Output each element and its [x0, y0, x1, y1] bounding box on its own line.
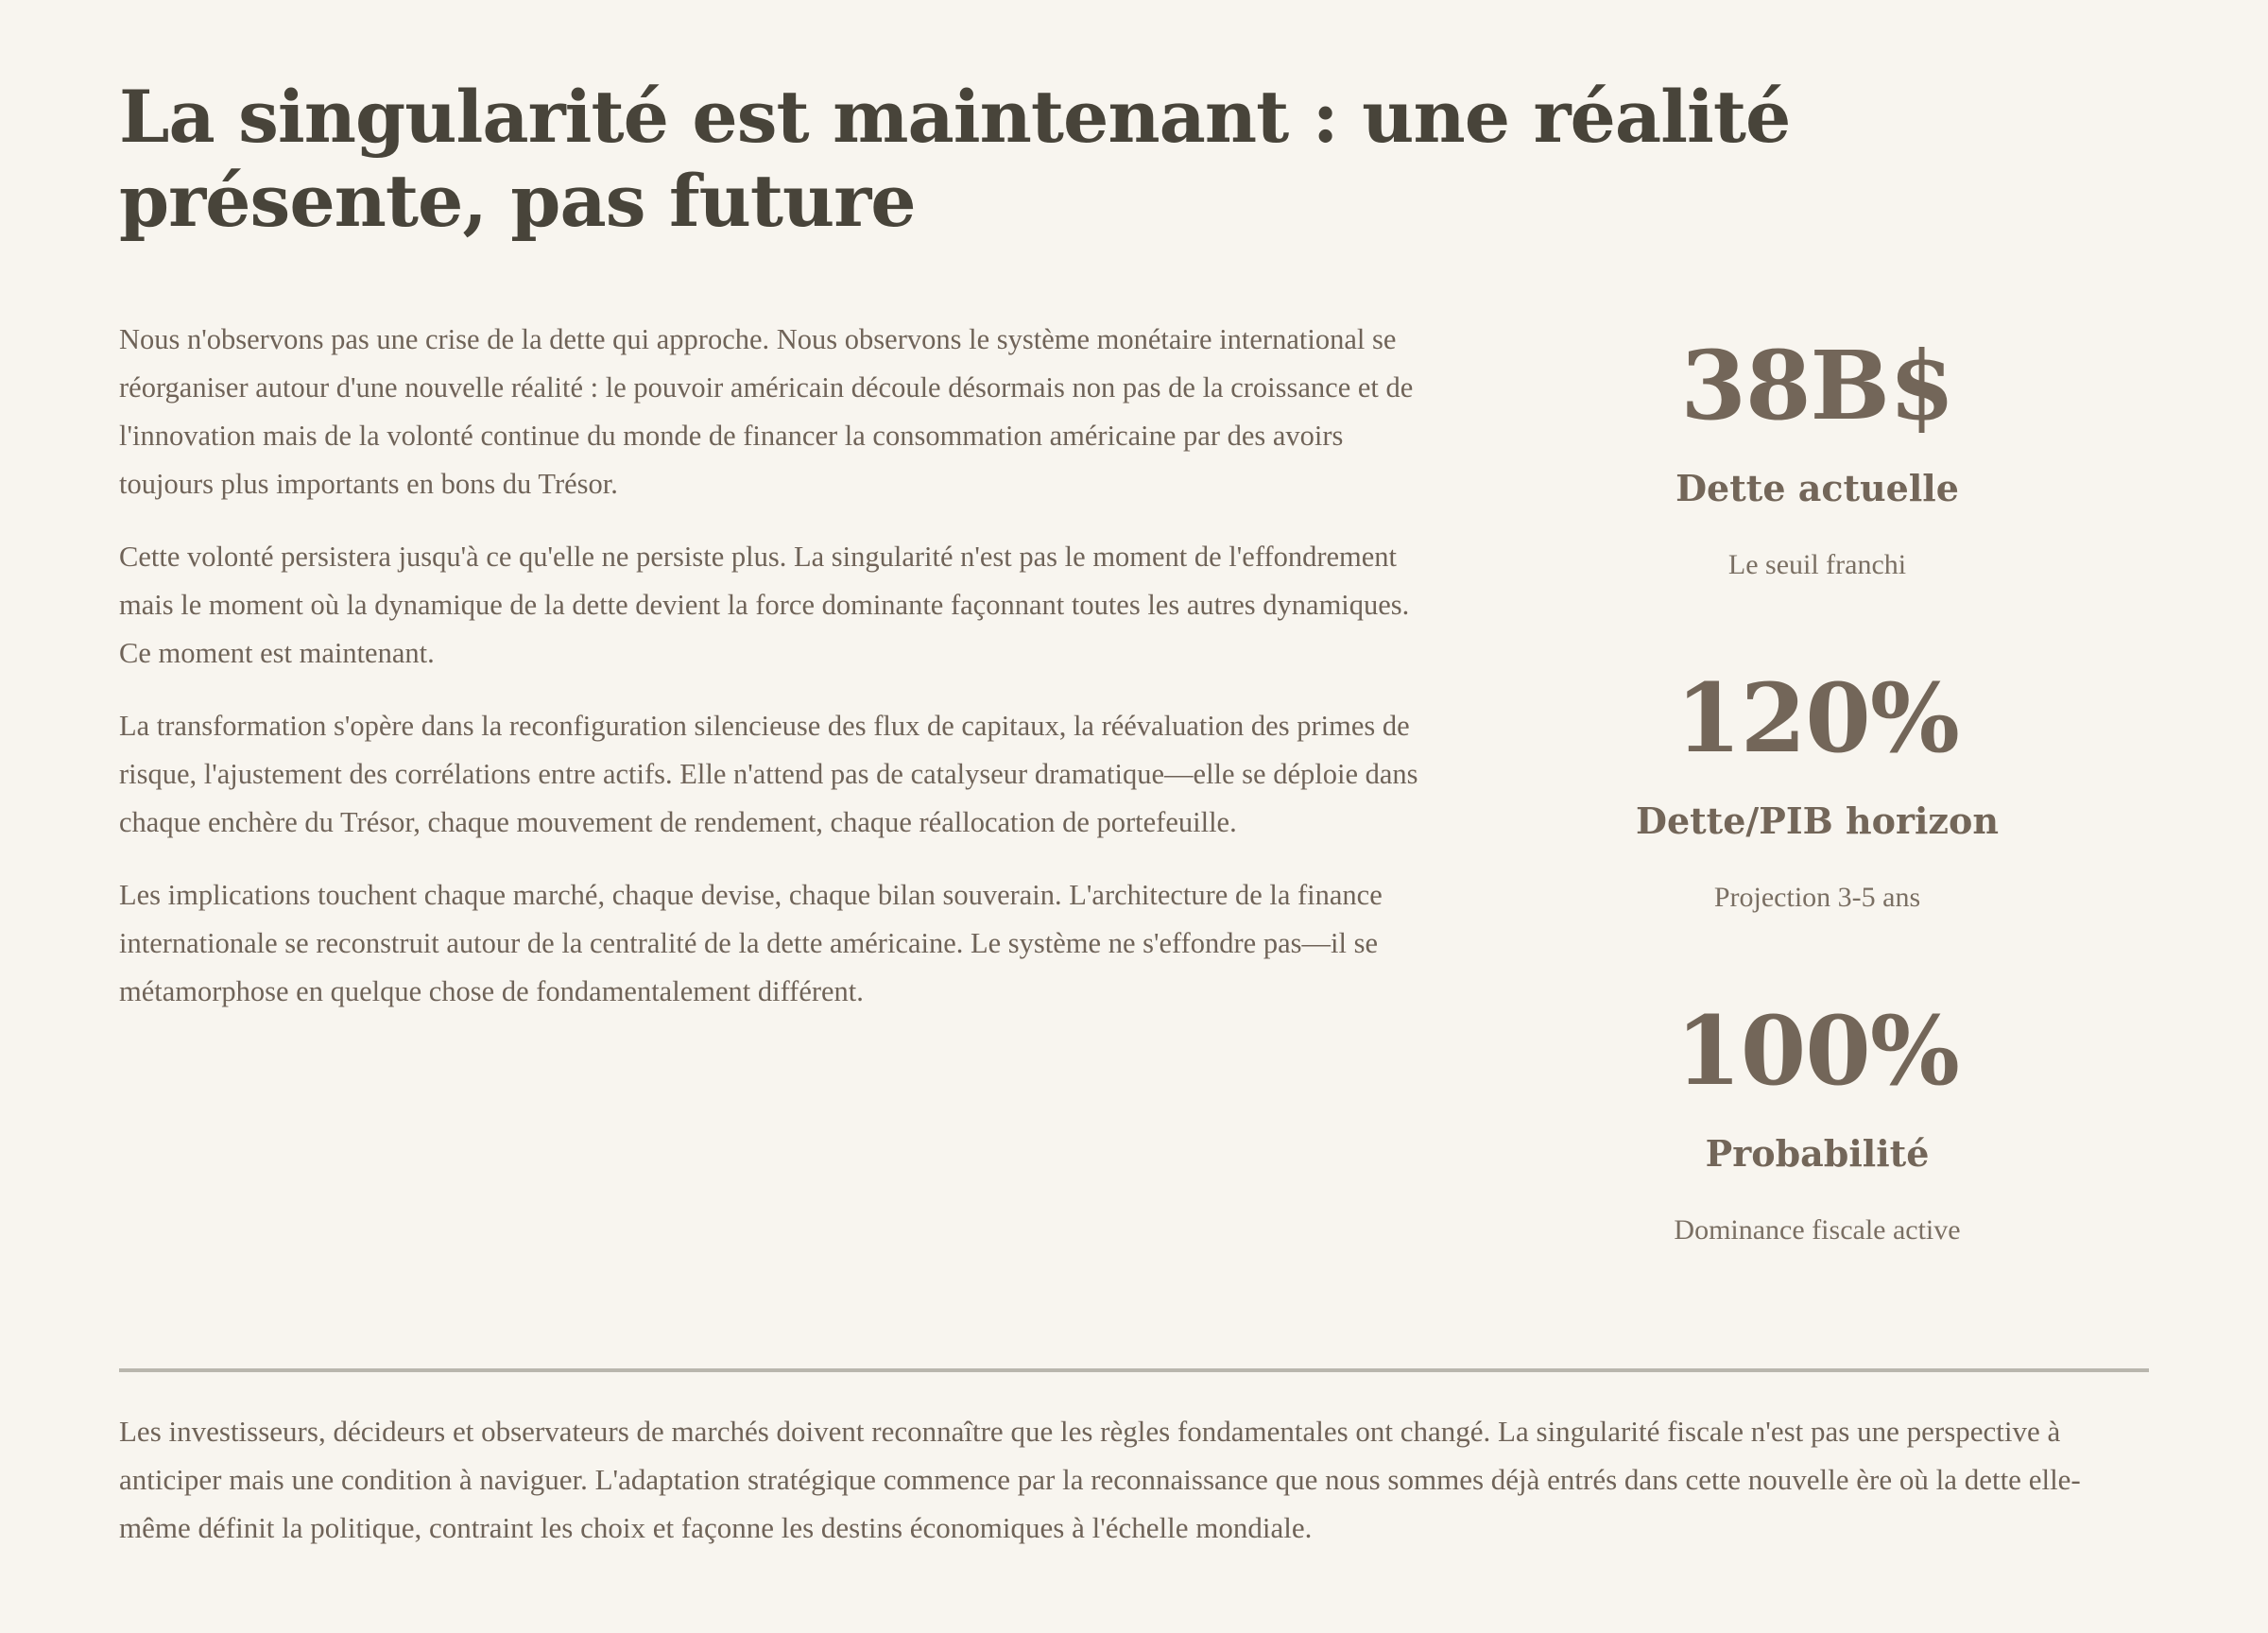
- stat-debt-to-gdp: [1614, 648, 2020, 981]
- stat-probability: [1614, 981, 2020, 1314]
- content-area: [119, 316, 2149, 1314]
- conclusion-paragraph: Les investisseurs, décideurs et observateurs de marchés doivent reconnaître que les règles fondamentales ont changé. La singularité fiscale n'est pas une perspective à anticiper mais une condition à naviguer. L'adaptation stratégique commence par la reconnaissance que nous sommes déjà entrés dans cette nouvelle ère où la dette elle-même définit la politique, contraint les choix et façonne les destins économiques à l'échelle mondiale.: [119, 1415, 2081, 1544]
- stat-value: 38B$: [1680, 329, 1954, 441]
- body-text: [119, 316, 1423, 1314]
- body-paragraph: Cette volonté persistera jusqu'à ce qu'elle ne persiste plus. La singularité n'est pas le moment de l'effondrement mais le moment où la dynamique de la dette devient la force dominante façonnant toutes les autres dynamiques. Ce moment est maintenant.: [119, 540, 1410, 669]
- stat-caption: Le seuil franchi: [1727, 548, 1907, 580]
- stat-value: 120%: [1675, 662, 1959, 774]
- stat-caption: Projection 3-5 ans: [1713, 881, 1921, 913]
- body-paragraph: Nous n'observons pas une crise de la dette qui approche. Nous observons le système monétaire international se réorganiser autour d'une nouvelle réalité : le pouvoir américain découle désormais non pas de la croissance et de l'innovation mais de la volonté continue du monde de financer la consommation américaine par des avoirs toujours plus importants en bons du Trésor.: [119, 322, 1414, 500]
- stat-caption: Dominance fiscale active: [1674, 1213, 1961, 1246]
- section-divider: [119, 1368, 2149, 1372]
- page-title: La singularité est maintenant : une réalité présente, pas future: [119, 75, 1791, 243]
- stat-label: Dette actuelle: [1675, 466, 1959, 509]
- stat-value: 100%: [1675, 994, 1959, 1107]
- stat-current-debt: [1614, 316, 2020, 648]
- body-paragraph: La transformation s'opère dans la reconfiguration silencieuse des flux de capitaux, la réévaluation des primes de risque, l'ajustement des corrélations entre actifs. Elle n'attend pas de catalyseur dramatique—elle se déploie dans chaque enchère du Trésor, chaque mouvement de rendement, chaque réallocation de portefeuille.: [119, 709, 1418, 838]
- stats-column: [1614, 316, 2020, 1314]
- body-paragraph: Les implications touchent chaque marché, chaque devise, chaque bilan souverain. L'architecture de la finance internationale se reconstruit autour de la centralité de la dette américaine. Le système ne s'effondre pas—il se métamorphose en quelque chose de fondamentalement différent.: [119, 878, 1383, 1007]
- stat-label: Probabilité: [1705, 1131, 1930, 1175]
- stat-label: Dette/PIB horizon: [1636, 799, 1999, 842]
